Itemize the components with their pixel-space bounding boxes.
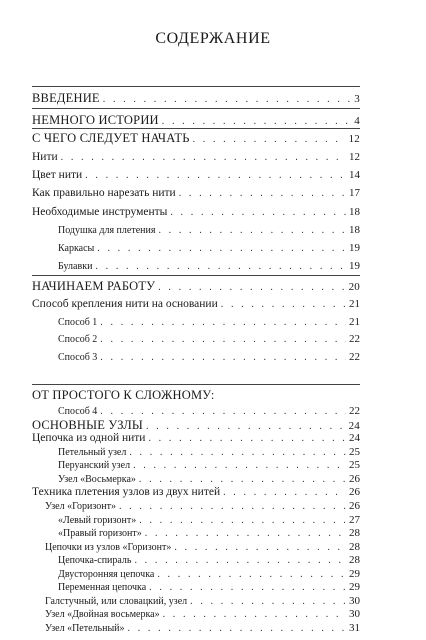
toc-entry[interactable] — [32, 432, 360, 444]
toc-entry-page: 25 — [349, 445, 360, 458]
dot-leader — [170, 206, 346, 220]
dot-leader — [100, 351, 346, 365]
toc-entry[interactable] — [58, 568, 360, 580]
toc-entry-label: Каркасы — [58, 243, 95, 254]
toc-entry-label: Способ 3 — [58, 352, 98, 363]
toc-entry[interactable] — [58, 581, 360, 593]
toc-entry[interactable] — [58, 241, 360, 255]
toc-entry-page: 22 — [349, 333, 360, 345]
toc-entry[interactable] — [58, 350, 360, 364]
toc-entry-label: НЕМНОГО ИСТОРИИ — [32, 113, 159, 127]
toc-entry-label: Необходимые инструменты — [32, 206, 168, 218]
toc-entry[interactable] — [58, 446, 360, 458]
dot-leader — [162, 115, 352, 129]
toc-entry-label: С ЧЕГО СЛЕДУЕТ НАЧАТЬ — [32, 131, 190, 145]
toc-entry[interactable] — [32, 168, 360, 182]
dot-leader — [190, 596, 346, 608]
toc-entry[interactable] — [58, 554, 360, 566]
toc-entry-label: Цепочка-спираль — [58, 555, 132, 567]
dot-leader — [100, 333, 346, 347]
toc-heading-line: ОТ ПРОСТОГО К СЛОЖНОМУ: — [32, 388, 215, 402]
toc-entry-page: 22 — [349, 351, 360, 363]
toc-entry-label: Способ крепления нити на основании — [32, 298, 218, 310]
toc-entry[interactable] — [32, 91, 360, 105]
toc-entry-label: Перуанский узел — [58, 460, 131, 472]
dot-leader — [163, 609, 346, 621]
toc-entry[interactable] — [58, 514, 360, 526]
toc-entry[interactable] — [58, 332, 360, 346]
toc-entry[interactable] — [32, 150, 360, 164]
toc-entry-label: Переменная цепочка — [58, 582, 147, 594]
toc-entry[interactable] — [58, 315, 360, 329]
toc-entry-page: 12 — [349, 151, 360, 163]
toc-entry-label: Нити — [32, 151, 58, 163]
toc-entry-label: ВВЕДЕНИЕ — [32, 91, 100, 105]
toc-entry-label: Как правильно нарезать нити — [32, 187, 176, 199]
toc-entry-label: Цепочки из узлов «Горизонт» — [45, 541, 172, 553]
dot-leader — [221, 298, 346, 312]
divider — [32, 108, 360, 109]
toc-entry[interactable] — [32, 486, 360, 498]
toc-entry-label: Петельный узел — [58, 446, 127, 458]
toc-entry-page: 19 — [349, 242, 360, 254]
toc-entry-page: 26 — [349, 486, 360, 499]
toc-entry[interactable] — [45, 608, 360, 620]
toc-entry-page: 17 — [349, 187, 360, 199]
toc-entry-page: 31 — [349, 622, 360, 634]
toc-entry-label: НАЧИНАЕМ РАБОТУ — [32, 279, 156, 293]
dot-leader — [145, 528, 346, 540]
toc-entry[interactable] — [58, 405, 360, 417]
dot-leader — [129, 447, 346, 459]
divider — [32, 384, 360, 385]
dot-leader — [193, 133, 346, 147]
toc-entry-page: 29 — [349, 581, 360, 594]
toc-entry-label: Галстучный, или словацкий, узел — [45, 595, 188, 607]
toc-entry-label: Узел «Петельный» — [45, 623, 125, 634]
dot-leader — [158, 281, 345, 295]
toc-entry-page: 18 — [349, 206, 360, 218]
divider — [32, 275, 360, 276]
dot-leader — [119, 501, 346, 513]
toc-entry-label: «Левый горизонт» — [58, 514, 137, 526]
toc-entry[interactable] — [58, 527, 360, 539]
toc-entry-page: 25 — [349, 459, 360, 472]
toc-entry-page: 4 — [354, 115, 360, 127]
dot-leader — [179, 187, 346, 201]
toc-entry[interactable] — [58, 459, 360, 471]
toc-entry-label: Подушка для плетения — [58, 225, 156, 236]
toc-entry-page: 30 — [349, 594, 360, 607]
dot-leader — [103, 93, 352, 107]
dot-leader — [139, 474, 346, 486]
toc-entry[interactable] — [58, 223, 360, 237]
toc-entry-page: 30 — [349, 608, 360, 621]
dot-leader — [100, 406, 346, 418]
toc-entry-label: «Правый горизонт» — [58, 528, 142, 540]
toc-entry-page: 29 — [349, 567, 360, 580]
divider — [32, 86, 360, 87]
dot-leader — [223, 487, 346, 499]
dot-leader — [100, 316, 346, 330]
toc-entry-label: ОСНОВНЫЕ УЗЛЫ — [32, 417, 143, 432]
dot-leader — [128, 623, 346, 635]
toc-entry-label: Способ 1 — [58, 317, 98, 328]
toc-entry-page: 24 — [349, 432, 360, 445]
toc-entry[interactable] — [32, 419, 360, 431]
toc-entry[interactable] — [32, 131, 360, 145]
toc-entry[interactable] — [45, 622, 360, 634]
toc-entry-label: Узел «Двойная восьмерка» — [45, 609, 160, 621]
dot-leader — [149, 582, 346, 594]
toc-entry-label: Цепочка из одной нити — [32, 432, 146, 445]
dot-leader — [174, 542, 346, 554]
dot-leader — [133, 460, 346, 472]
toc-entry[interactable] — [45, 541, 360, 553]
toc-entry-page: 20 — [348, 281, 360, 293]
toc-entry-label: Способ 4 — [58, 406, 98, 417]
dot-leader — [61, 151, 346, 165]
toc-entry-label: Цвет нити — [32, 169, 83, 181]
toc-entry-label: Техника плетения узлов из двух нитей — [32, 486, 221, 499]
dot-leader — [139, 515, 346, 527]
toc-entry[interactable] — [32, 186, 360, 200]
toc-entry-page: 3 — [354, 93, 360, 105]
toc-entry[interactable] — [58, 259, 360, 273]
page-title: СОДЕРЖАНИЕ — [155, 30, 271, 47]
toc-entry-page: 21 — [349, 298, 360, 310]
toc-entry-page: 27 — [349, 513, 360, 526]
toc-entry-page: 26 — [349, 499, 360, 512]
toc-entry-page: 21 — [349, 316, 360, 328]
toc-entry[interactable] — [32, 113, 360, 127]
toc-entry-page: 28 — [349, 554, 360, 567]
toc-entry[interactable] — [45, 595, 360, 607]
dot-leader — [97, 242, 346, 256]
dot-leader — [148, 433, 346, 445]
toc-entry[interactable] — [45, 500, 360, 512]
toc-entry[interactable] — [58, 473, 360, 485]
toc-entry-label: Двусторонняя цепочка — [58, 568, 155, 580]
toc-entry-page: 26 — [349, 472, 360, 485]
toc-entry-label: Способ 2 — [58, 334, 98, 345]
divider — [32, 128, 360, 129]
toc-entry-label: Узел «Горизонт» — [45, 500, 116, 512]
toc-entry-page: 28 — [349, 527, 360, 540]
toc-entry-page: 14 — [349, 169, 360, 181]
toc-entry-page: 28 — [349, 540, 360, 553]
dot-leader — [134, 555, 346, 567]
dot-leader — [146, 421, 346, 433]
dot-leader — [95, 260, 346, 274]
toc-entry-page: 18 — [349, 224, 360, 236]
toc-entry-page: 22 — [349, 405, 360, 417]
toc-entry-label: Булавки — [58, 261, 93, 272]
dot-leader — [85, 169, 346, 183]
toc-entry-page: 24 — [348, 419, 360, 432]
dot-leader — [157, 569, 346, 581]
toc-entry-page: 19 — [349, 260, 360, 272]
toc-entry-page: 12 — [348, 133, 360, 145]
toc-entry[interactable] — [32, 297, 360, 311]
toc-entry[interactable] — [32, 279, 360, 293]
toc-entry-label: Узел «Восьмерка» — [58, 473, 136, 485]
toc-entry[interactable] — [32, 205, 360, 219]
dot-leader — [158, 224, 346, 238]
